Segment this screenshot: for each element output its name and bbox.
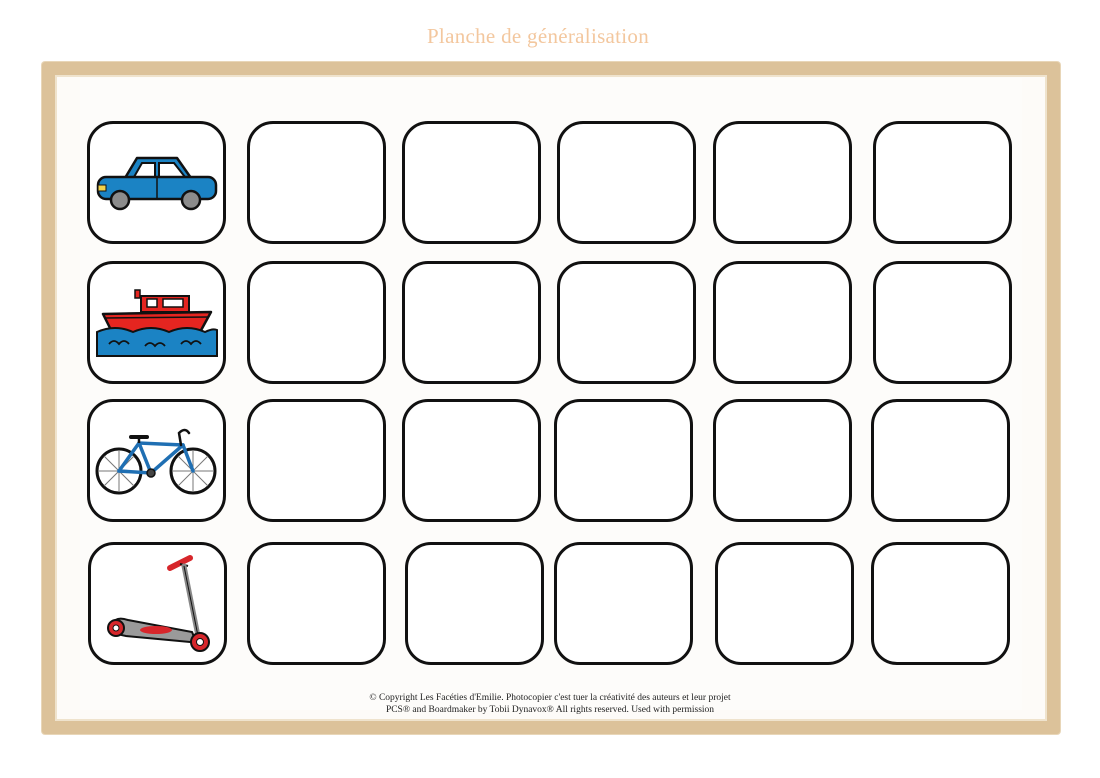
empty-cell (713, 121, 852, 244)
bicycle-icon (93, 421, 221, 501)
empty-cell (871, 399, 1010, 522)
empty-cell (713, 399, 852, 522)
empty-cell (402, 121, 541, 244)
picture-cell-car (87, 121, 226, 244)
empty-cell (405, 542, 544, 665)
scooter-icon (98, 552, 218, 656)
empty-cell (873, 121, 1012, 244)
car-icon (95, 150, 219, 216)
empty-cell (554, 399, 693, 522)
empty-cell (557, 121, 696, 244)
empty-cell (247, 542, 386, 665)
picture-cell-bicycle (87, 399, 226, 522)
empty-cell (873, 261, 1012, 384)
picture-cell-boat (87, 261, 226, 384)
empty-cell (715, 542, 854, 665)
empty-cell (554, 542, 693, 665)
empty-cell (247, 121, 386, 244)
picture-cell-scooter (88, 542, 227, 665)
empty-cell (247, 261, 386, 384)
page-title: Planche de généralisation (426, 24, 650, 48)
copyright-line-2: PCS® and Boardmaker by Tobii Dynavox® All rights reserved. Used with permission (385, 705, 715, 715)
boat-icon (95, 288, 219, 358)
copyright-line-1: © Copyright Les Facéties d'Emilie. Photocopier c'est tuer la créativité des auteurs et leur projet (369, 693, 731, 703)
empty-cell (402, 399, 541, 522)
empty-cell (557, 261, 696, 384)
empty-cell (402, 261, 541, 384)
empty-cell (247, 399, 386, 522)
empty-cell (871, 542, 1010, 665)
empty-cell (713, 261, 852, 384)
